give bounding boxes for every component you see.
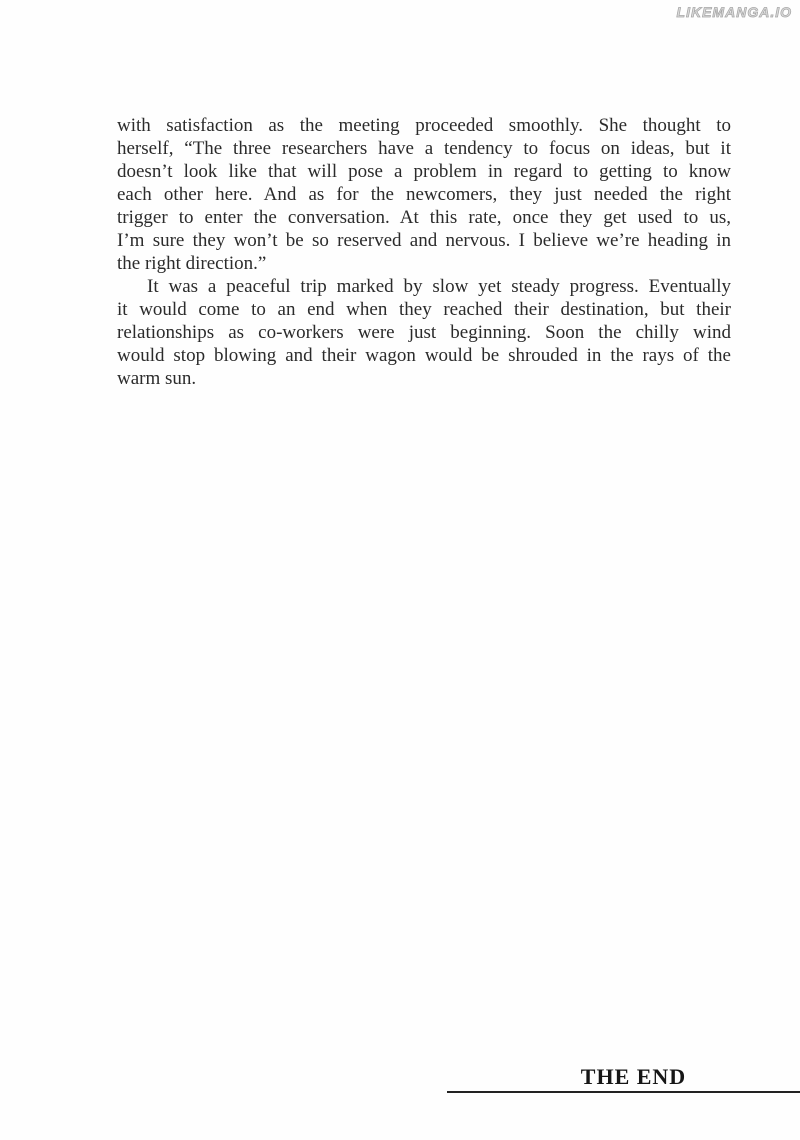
text-line: would stop blowing and their wagon would be shrouded in the rays of the xyxy=(117,345,731,366)
text-line: each other here. And as for the newcomers, they just needed the right xyxy=(117,184,731,205)
paragraph xyxy=(117,114,731,275)
text-line: it would come to an end when they reached their destination, but their xyxy=(117,299,731,320)
text-line: It was a peaceful trip marked by slow yet steady progress. Eventually xyxy=(147,276,731,297)
paragraph xyxy=(117,275,731,390)
the-end-footer xyxy=(447,1062,800,1093)
story-text-block xyxy=(117,114,731,390)
text-line: I’m sure they won’t be so reserved and nervous. I believe we’re heading in xyxy=(117,230,731,251)
text-line: warm sun. xyxy=(117,368,197,389)
text-line: herself, “The three researchers have a tendency to focus on ideas, but it xyxy=(117,138,731,159)
the-end-label: THE END xyxy=(580,1064,687,1089)
text-line: with satisfaction as the meeting proceeded smoothly. She thought to xyxy=(117,115,731,136)
text-line: the right direction.” xyxy=(117,253,267,274)
text-line: doesn’t look like that will pose a problem in regard to getting to know xyxy=(117,161,731,182)
site-watermark: LIKEMANGA.IO xyxy=(676,4,792,20)
text-line: trigger to enter the conversation. At this rate, once they get used to us, xyxy=(117,207,731,228)
text-line: relationships as co-workers were just beginning. Soon the chilly wind xyxy=(117,322,731,343)
